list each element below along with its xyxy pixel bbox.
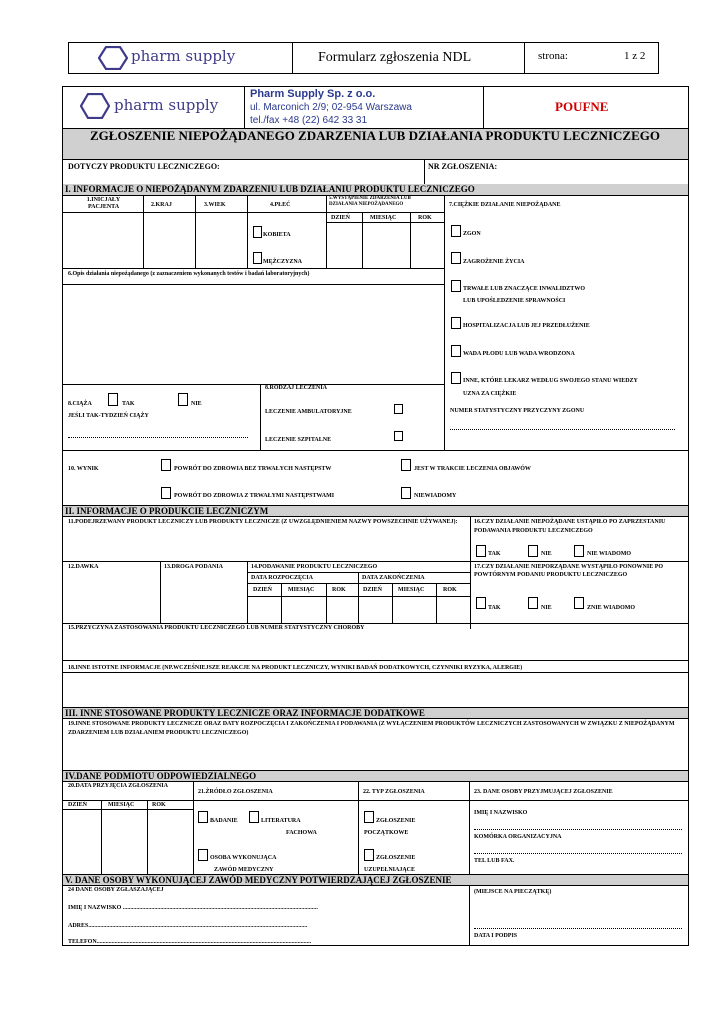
start-day-label: DZIEŃ [253, 587, 273, 593]
type-label: 22. TYP ZGŁOSZENIA [363, 789, 425, 795]
received-date-label: 20.DATA PRZYJĘCIA ZGŁOSZENIA [68, 783, 168, 789]
initial-report-checkbox[interactable] [364, 811, 374, 823]
company-logo [80, 92, 240, 122]
male-checkbox[interactable] [253, 252, 262, 264]
initial-report-label: ZGŁOSZENIE [376, 818, 416, 824]
unknown-outcome-label: NIEWIADOMY [414, 493, 457, 499]
literature-checkbox[interactable] [249, 811, 259, 823]
other-info-label: 18.INNE ISTOTNE INFORMACJE (NP.WCZEŚNIEJSZE REAKCJE NA PRODUKT LECZNICZY, WYNIKI BADAŃ DODATKOWYCH, CZYNNIKI RYZYKA, ALERGIE) [68, 665, 523, 671]
pregnancy-yes-label: TAK [122, 401, 135, 407]
logo-text: pharm supply [131, 47, 236, 65]
outpatient-label: LECZENIE AMBULATORYJNE [265, 409, 352, 415]
start-date-label: DATA ROZPOCZĘCIA [251, 575, 313, 581]
rechallenge-unknown-label: ZNIE WIADOMO [587, 605, 636, 611]
year-label: ROK [418, 215, 432, 221]
receiver-name-label: IMIĘ I NAZWISKO [474, 810, 528, 816]
end-year-label: ROK [443, 587, 457, 593]
unknown-outcome-checkbox[interactable] [401, 487, 411, 499]
dechallenge-no-label: NIE [541, 551, 552, 557]
logo-hexagon-icon [80, 93, 110, 119]
page-number: 1 z 2 [624, 50, 646, 62]
sequelae-label: POWRÓT DO ZDROWIA Z TRWAŁYMI NASTĘPSTWAMI [174, 493, 335, 499]
followup-report-checkbox[interactable] [364, 849, 374, 861]
female-label: KOBIETA [263, 232, 291, 238]
month-label: MIESIĄC [370, 215, 397, 221]
pregnancy-weeks-label: JEŚLI TAK-TYDZIEŃ CIĄŻY [68, 413, 149, 419]
life-threat-label: ZAGROŻENIE ŻYCIA [463, 259, 525, 265]
pregnancy-no-checkbox[interactable] [178, 393, 188, 406]
professional-checkbox[interactable] [198, 849, 208, 861]
dechallenge-yes-checkbox[interactable] [476, 545, 486, 557]
followup-report-label-2: UZUPEŁNIAJĄCE [364, 867, 416, 873]
pregnancy-yes-checkbox[interactable] [108, 393, 118, 406]
life-threat-checkbox[interactable] [451, 252, 461, 264]
reporter-name: IMIĘ I NAZWISKO .................................................................................................................................. [68, 905, 318, 911]
disability-label-2: LUB UPOŚLEDZENIE SPRAWNOŚCI [463, 298, 566, 304]
study-checkbox[interactable] [198, 811, 208, 823]
pregnancy-no-label: NIE [191, 401, 202, 407]
end-month-label: MIESIĄC [398, 587, 425, 593]
rechallenge-label: 17.CZY DZIAŁANIE NIEPORZĄDANE WYSTĄPIŁO PONOWNIE PO POWTÓRNYM PODANIU PRODUKTU LECZNICZEGO [474, 564, 664, 578]
occurrence-label: 5.WYSTĄPIENIE ZDARZENIA LUB DZIAŁANIA NIEPOŻĄDANEGO [329, 196, 411, 207]
study-label: BADANIE [210, 818, 238, 824]
birth-defect-label: WADA PŁODU LUB WADA WRODZONA [463, 351, 575, 357]
literature-label-2: FACHOWA [286, 830, 317, 836]
date-sign-label: DATA I PODPIS [474, 933, 518, 939]
recovering-label: JEST W TRAKCIE LECZENIA OBJAWÓW [414, 466, 531, 472]
company-name: Pharm Supply Sp. z o.o. [250, 88, 376, 100]
administration-label: 14.PODAWANIE PRODUKTU LECZNICZEGO [251, 564, 378, 570]
reason-label: 15.PRZYCZYNA ZASTOSOWANIA PRODUKTU LECZNICZEGO LUB NUMER STATYSTYCZNY CHOROBY [68, 625, 365, 631]
recovering-checkbox[interactable] [401, 459, 411, 471]
suspected-product-label: 11.PODEJRZEWANY PRODUKT LECZNICZY LUB PRODUKTY LECZNICZE (Z UWZGLĘDNIENIEM NAZWY POWSZECHNIE UŻYWANEJ): [68, 519, 458, 525]
male-label: MĘŻCZYZNA [263, 259, 303, 265]
received-month-label: MIESIĄC [108, 802, 135, 808]
reporter-phone: TELEFON............................................................................................................................................... [68, 939, 312, 945]
outcome-label: 10. WYNIK [68, 466, 99, 472]
start-month-label: MIESIĄC [288, 587, 315, 593]
inpatient-label: LECZENIE SZPITALNE [265, 437, 332, 443]
page-label: strona: [538, 50, 568, 62]
section-1-title: I. INFORMACJE O NIEPOŻĄDANYM ZDARZENIU LUB DZIAŁANIU PRODUKTU LECZNICZEGO [63, 184, 688, 196]
rechallenge-yes-label: TAK [488, 605, 501, 611]
report-no-label: NR ZGŁOSZENIA: [428, 162, 498, 171]
end-date-label: DATA ZAKOŃCZENIA [362, 575, 425, 581]
dechallenge-no-checkbox[interactable] [528, 545, 538, 557]
other-serious-checkbox[interactable] [451, 372, 461, 384]
day-label: DZIEŃ [331, 215, 351, 221]
other-serious-label: INNE, KTÓRE LEKARZ WEDŁUG SWOJEGO STANU WIEDZY [463, 378, 638, 384]
pregnancy-label: 8.CIĄŻA [68, 401, 92, 407]
hospital-label: HOSPITALIZACJA LUB JEJ PRZEDŁUŻENIE [463, 323, 590, 329]
logo-text: pharm supply [114, 96, 219, 114]
initial-report-label-2: POCZĄTKOWE [364, 830, 409, 836]
death-checkbox[interactable] [451, 225, 461, 237]
confidential-label: POUFNE [555, 99, 609, 114]
serious-label: 7.CIĘŻKIE DZIAŁANIE NIEPOŻĄDANE [449, 202, 561, 208]
description-label: 6.Opis działania niepożądanego (z zaznaczeniem wykonanych testów i badań laboratoryjnych) [68, 271, 310, 277]
product-label: DOTYCZY PRODUKTU LECZNICZEGO: [68, 162, 220, 171]
dechallenge-label: 16.CZY DZIAŁANIE NIEPOŻĄDANE USTĄPIŁO PO ZAPRZESTANIU PODAWANIA PRODUKTU LECZNICZEGO [474, 519, 666, 534]
form-title: Formularz zgłoszenia NDL [318, 50, 472, 65]
hospital-checkbox[interactable] [451, 317, 461, 329]
company-address: ul. Marconich 2/9; 02-954 Warszawa [250, 102, 412, 113]
rechallenge-no-label: NIE [541, 605, 552, 611]
dose-label: 12.DAWKA [68, 564, 99, 570]
logo-hexagon-icon [98, 46, 128, 70]
recovered-label: POWRÓT DO ZDROWIA BEZ TRWAŁYCH NASTĘPSTW [174, 466, 332, 472]
dechallenge-unknown-checkbox[interactable] [574, 545, 584, 557]
reporter-label: 24 DANE OSOBY ZGŁASZAJĄCEJ [68, 887, 164, 893]
inpatient-checkbox[interactable] [394, 431, 403, 441]
received-year-label: ROK [152, 802, 166, 808]
form-heading: ZGŁOSZENIE NIEPOŻĄDANEGO ZDARZENIA LUB DZIAŁANIA PRODUKTU LECZNICZEGO [90, 128, 660, 143]
dechallenge-unknown-label: NIE WIADOMO [587, 551, 632, 557]
company-phone: tel./fax +48 (22) 642 33 31 [250, 115, 368, 126]
stamp-label: (MIEJSCE NA PIECZĄTKĘ) [474, 889, 552, 895]
death-cause-label: NUMER STATYSTYCZNY PRZYCZYNY ZGONU [450, 408, 585, 414]
literature-label: LITERATURA [261, 818, 301, 824]
dechallenge-yes-label: TAK [488, 551, 501, 557]
country-label: 2.KRAJ [151, 202, 172, 208]
disability-checkbox[interactable] [451, 280, 461, 292]
end-day-label: DZIEŃ [363, 587, 383, 593]
professional-label-2: ZAWÓD MEDYCZNY [214, 867, 274, 873]
route-label: 13.DROGA PODANIA [164, 564, 224, 570]
rechallenge-unknown-checkbox[interactable] [574, 597, 584, 609]
section-4-title: IV.DANE PODMIOTU ODPOWIEDZIALNEGO [63, 770, 688, 782]
outpatient-checkbox[interactable] [394, 404, 403, 414]
section-3-title: III. INNE STOSOWANE PRODUKTY LECZNICZE ORAZ INFORMACJE DODATKOWE [63, 707, 688, 719]
disability-label: TRWAŁE LUB ZNACZĄCE INWALIDZTWO [463, 286, 585, 292]
female-checkbox[interactable] [253, 226, 262, 238]
recovered-checkbox[interactable] [161, 459, 171, 471]
age-label: 3.WIEK [204, 202, 226, 208]
professional-label: OSOBA WYKONUJĄCA [210, 855, 277, 861]
rechallenge-yes-checkbox[interactable] [476, 597, 486, 609]
receiver-unit-label: KOMÓRKA ORGANIZACYJNA [474, 834, 562, 840]
section-2-title: II. INFORMACJE O PRODUKCIE LECZNICZYM [63, 505, 688, 517]
sex-label: 4.PŁEĆ [270, 202, 291, 208]
followup-report-label: ZGŁOSZENIE [376, 855, 416, 861]
source-label: 21.ŹRÓDŁO ZGŁOSZENIA [198, 789, 273, 795]
header-logo [98, 45, 288, 71]
receiver-phone-label: TEL LUB FAX. [474, 858, 515, 864]
received-day-label: DZIEŃ [68, 802, 88, 808]
other-serious-label-2: UZNA ZA CIĘŻKIE [463, 391, 517, 397]
sequelae-checkbox[interactable] [161, 487, 171, 499]
treatment-label: 8.RODZAJ LECZENIA [265, 385, 328, 391]
reporter-address: ADRES.................................................................................................................................................. [68, 923, 308, 929]
other-products-label: 19.INNE STOSOWANE PRODUKTY LECZNICZE ORAZ DATY ROZPOCZĘCIA I ZAKOŃCZENIA I PODAWANIA (Z WYŁĄCZENIEM PRODUKTÓW LECZNICZYCH ZASTOSOWANYCH W ZWIĄZKU Z NIEPOŻĄDANYM ZDARZENIEM LUB DZIAŁANIEM PRODUKTU LECZNICZEGO) [68, 721, 675, 736]
start-year-label: ROK [332, 587, 346, 593]
receiver-label: 23. DANE OSOBY PRZYJMUJĄCEJ ZGŁOSZENIE [474, 789, 613, 795]
death-label: ZGON [463, 231, 481, 237]
initials-label: 1.INICJAŁY PACJENTA [86, 197, 121, 210]
section-5-title: V. DANE OSOBY WYKONUJĄCEJ ZAWÓD MEDYCZNY POTWIERDZAJĄCEJ ZGŁOSZENIE [63, 874, 688, 886]
birth-defect-checkbox[interactable] [451, 345, 461, 357]
rechallenge-no-checkbox[interactable] [528, 597, 538, 609]
